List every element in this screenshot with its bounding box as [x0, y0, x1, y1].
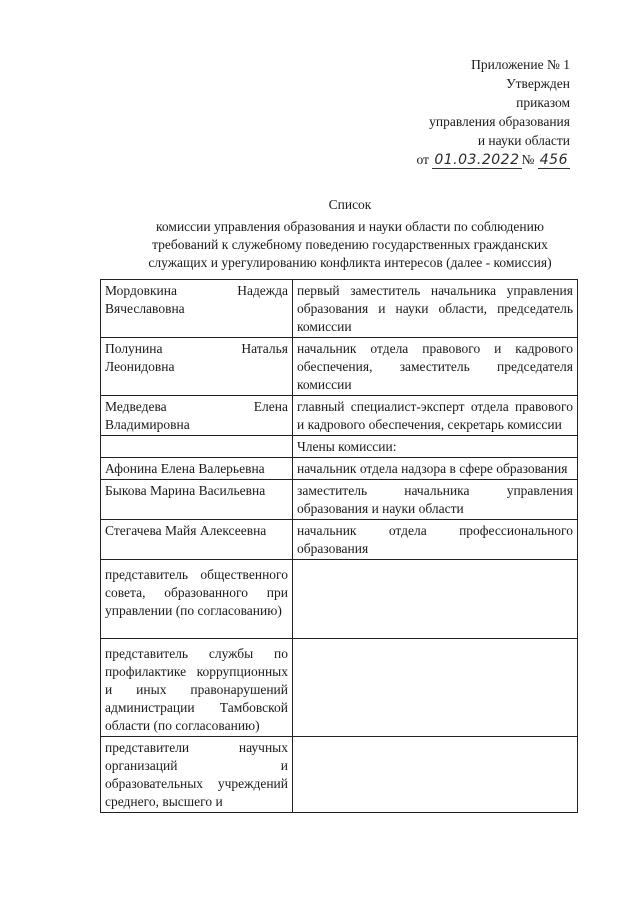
member-position: начальник отдела профессионального образования	[293, 520, 578, 560]
members-header: Члены комиссии:	[293, 436, 578, 458]
member-name	[101, 396, 293, 436]
name-line-1: Полунина Наталья	[105, 341, 288, 356]
appendix-label: Приложение № 1	[471, 57, 570, 72]
member-name	[101, 338, 293, 396]
title-main: Список	[328, 197, 372, 212]
department-line-1: управления образования	[429, 114, 570, 129]
table-row	[101, 458, 578, 480]
title-line-3: служащих и урегулированию конфликта интересов (далее - комиссия)	[148, 255, 552, 270]
approval-block	[416, 55, 570, 170]
approved-label: Утвержден	[506, 76, 570, 91]
table-row	[101, 280, 578, 338]
member-position: главный специалист-эксперт отдела правового и кадрового обеспечения, секретарь комиссии	[293, 396, 578, 436]
department-line-2: и науки области	[477, 133, 570, 148]
table-row	[101, 560, 578, 639]
representative-position-empty	[293, 639, 578, 737]
table-row	[101, 396, 578, 436]
date-prefix: от	[416, 152, 429, 167]
member-position: начальник отдела надзора в сфере образования	[293, 458, 578, 480]
member-name: Афонина Елена Валерьевна	[101, 458, 293, 480]
representative-text: представитель службы по профилактике коррупционных и иных правонарушений администрации Тамбовской области (по согласованию)	[101, 639, 293, 737]
member-position: заместитель начальника управления образования и науки области	[293, 480, 578, 520]
handwritten-number: 456	[539, 152, 568, 168]
name-line-2: Леонидовна	[105, 359, 175, 374]
member-name: Стегачева Майя Алексеевна	[101, 520, 293, 560]
document-title	[100, 196, 600, 272]
order-date-line	[416, 150, 570, 170]
table-row	[101, 520, 578, 560]
representative-position-empty	[293, 737, 578, 813]
title-line-1: комиссии управления образования и науки области по соблюдению	[156, 219, 544, 234]
table-row	[101, 639, 578, 737]
name-line-1: Медведева Елена	[105, 399, 288, 414]
name-line-2: Вячеславовна	[105, 301, 185, 316]
number-sign: №	[521, 152, 535, 167]
commission-table	[100, 279, 578, 813]
order-label: приказом	[516, 95, 570, 110]
representative-text: представитель общественного совета, образованного при управлении (по согласованию)	[101, 560, 293, 639]
title-line-2: требований к служебному поведению государственных гражданских	[152, 237, 548, 252]
name-line-2: Владимировна	[105, 417, 190, 432]
table-row	[101, 436, 578, 458]
table-row	[101, 338, 578, 396]
table-row	[101, 480, 578, 520]
member-name	[101, 280, 293, 338]
members-header-spacer	[101, 436, 293, 458]
representative-position-empty	[293, 560, 578, 639]
member-position: начальник отдела правового и кадрового обеспечения, заместитель председателя комиссии	[293, 338, 578, 396]
representative-text: представители научных организаций и образовательных учреждений среднего, высшего и	[101, 737, 293, 813]
table-row	[101, 737, 578, 813]
member-position: первый заместитель начальника управления образования и науки области, председатель комиссии	[293, 280, 578, 338]
handwritten-date: 01.03.2022	[434, 152, 520, 168]
member-name: Быкова Марина Васильевна	[101, 480, 293, 520]
name-line-1: Мордовкина Надежда	[105, 283, 288, 298]
